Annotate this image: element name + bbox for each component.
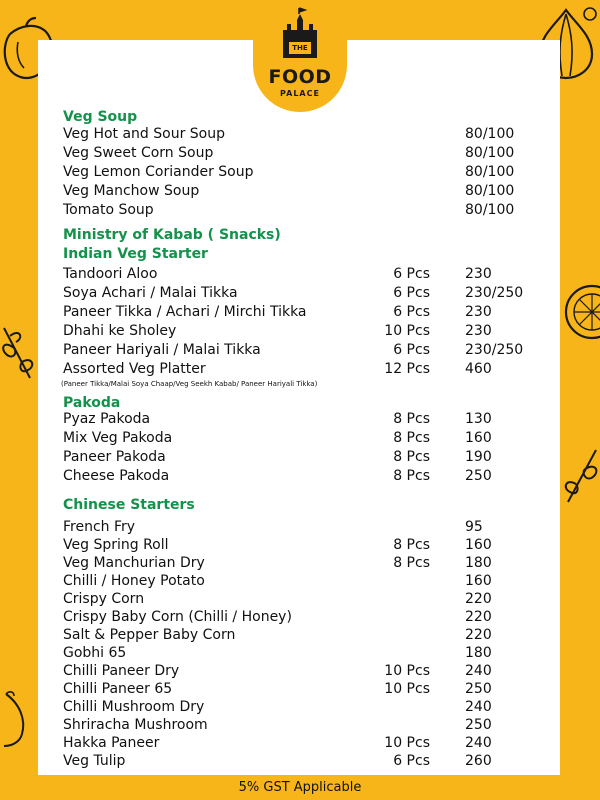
item-price: 240 bbox=[465, 699, 492, 715]
item-quantity: 6 Pcs bbox=[393, 342, 430, 358]
menu-item bbox=[0, 555, 600, 574]
item-quantity: 8 Pcs bbox=[393, 449, 430, 465]
item-price: 80/100 bbox=[465, 164, 515, 180]
item-name: Veg Manchow Soup bbox=[63, 183, 200, 199]
item-price: 95 bbox=[465, 519, 483, 535]
item-price: 160 bbox=[465, 573, 492, 589]
item-name: Paneer Pakoda bbox=[63, 449, 166, 465]
menu-item bbox=[0, 266, 600, 285]
menu-item bbox=[0, 126, 600, 145]
item-quantity: 10 Pcs bbox=[384, 663, 430, 679]
menu-item bbox=[0, 663, 600, 682]
item-name: Crispy Corn bbox=[63, 591, 145, 607]
item-name: Assorted Veg Platter bbox=[63, 361, 206, 377]
item-price: 230 bbox=[465, 266, 492, 282]
menu-item bbox=[0, 342, 600, 361]
menu-item bbox=[0, 164, 600, 183]
menu-item bbox=[0, 468, 600, 487]
item-name: Shriracha Mushroom bbox=[63, 717, 208, 733]
menu-item bbox=[0, 304, 600, 323]
item-name: Hakka Paneer bbox=[63, 735, 160, 751]
item-name: Veg Sweet Corn Soup bbox=[63, 145, 214, 161]
platter-contents-note: (Paneer Tikka/Malai Soya Chaap/Veg Seekh Kabab/ Paneer Hariyali Tikka) bbox=[61, 380, 318, 388]
item-price: 80/100 bbox=[465, 183, 515, 199]
item-name: Crispy Baby Corn (Chilli / Honey) bbox=[63, 609, 292, 625]
item-name: Veg Spring Roll bbox=[63, 537, 169, 553]
item-name: Soya Achari / Malai Tikka bbox=[63, 285, 238, 301]
item-name: Chilli Paneer 65 bbox=[63, 681, 173, 697]
menu-item bbox=[0, 323, 600, 342]
item-name: Salt & Pepper Baby Corn bbox=[63, 627, 236, 643]
item-price: 240 bbox=[465, 663, 492, 679]
item-price: 250 bbox=[465, 468, 492, 484]
item-quantity: 6 Pcs bbox=[393, 304, 430, 320]
menu-item bbox=[0, 717, 600, 736]
item-quantity: 10 Pcs bbox=[384, 735, 430, 751]
item-name: Gobhi 65 bbox=[63, 645, 127, 661]
item-price: 220 bbox=[465, 627, 492, 643]
item-name: Chilli / Honey Potato bbox=[63, 573, 205, 589]
item-quantity: 12 Pcs bbox=[384, 361, 430, 377]
item-quantity: 6 Pcs bbox=[393, 753, 430, 769]
item-price: 230/250 bbox=[465, 342, 524, 358]
item-name: Chilli Mushroom Dry bbox=[63, 699, 205, 715]
item-quantity: 6 Pcs bbox=[393, 285, 430, 301]
item-price: 260 bbox=[465, 753, 492, 769]
menu-item bbox=[0, 285, 600, 304]
menu-item bbox=[0, 361, 600, 380]
section-heading: Veg Soup bbox=[63, 109, 138, 125]
section-heading: Chinese Starters bbox=[63, 497, 195, 513]
item-quantity: 8 Pcs bbox=[393, 555, 430, 571]
item-name: Pyaz Pakoda bbox=[63, 411, 151, 427]
menu-item bbox=[0, 573, 600, 592]
item-name: Chilli Paneer Dry bbox=[63, 663, 180, 679]
item-price: 230 bbox=[465, 304, 492, 320]
item-price: 80/100 bbox=[465, 126, 515, 142]
item-price: 190 bbox=[465, 449, 492, 465]
item-price: 250 bbox=[465, 717, 492, 733]
menu-item bbox=[0, 735, 600, 754]
menu-item bbox=[0, 645, 600, 664]
item-name: French Fry bbox=[63, 519, 136, 535]
restaurant-logo bbox=[253, 0, 347, 112]
menu-item bbox=[0, 699, 600, 718]
item-name: Paneer Tikka / Achari / Mirchi Tikka bbox=[63, 304, 307, 320]
item-name: Tandoori Aloo bbox=[63, 266, 158, 282]
item-name: Veg Tulip bbox=[63, 753, 126, 769]
logo-food-text: FOOD bbox=[268, 66, 332, 88]
menu-item bbox=[0, 145, 600, 164]
item-name: Veg Lemon Coriander Soup bbox=[63, 164, 254, 180]
logo-the-text: THE bbox=[292, 44, 308, 52]
item-price: 80/100 bbox=[465, 202, 515, 218]
item-price: 160 bbox=[465, 430, 492, 446]
logo-palace-text: PALACE bbox=[280, 89, 320, 98]
item-name: Dhahi ke Sholey bbox=[63, 323, 177, 339]
item-price: 240 bbox=[465, 735, 492, 751]
item-price: 230 bbox=[465, 323, 492, 339]
item-price: 180 bbox=[465, 645, 492, 661]
item-price: 220 bbox=[465, 609, 492, 625]
menu-item bbox=[0, 411, 600, 430]
item-price: 230/250 bbox=[465, 285, 524, 301]
menu-item bbox=[0, 537, 600, 556]
menu-item bbox=[0, 202, 600, 221]
gst-note: 5% GST Applicable bbox=[238, 780, 362, 795]
item-name: Tomato Soup bbox=[63, 202, 154, 218]
item-price: 180 bbox=[465, 555, 492, 571]
menu-item bbox=[0, 449, 600, 468]
section-heading: Ministry of Kabab ( Snacks) bbox=[63, 227, 281, 243]
item-name: Cheese Pakoda bbox=[63, 468, 170, 484]
item-quantity: 8 Pcs bbox=[393, 468, 430, 484]
menu-item bbox=[0, 519, 600, 538]
item-price: 130 bbox=[465, 411, 492, 427]
item-price: 220 bbox=[465, 591, 492, 607]
item-price: 250 bbox=[465, 681, 492, 697]
menu-item bbox=[0, 627, 600, 646]
menu-item bbox=[0, 183, 600, 202]
item-quantity: 10 Pcs bbox=[384, 681, 430, 697]
item-quantity: 8 Pcs bbox=[393, 430, 430, 446]
menu-item bbox=[0, 681, 600, 700]
item-quantity: 8 Pcs bbox=[393, 411, 430, 427]
item-name: Veg Hot and Sour Soup bbox=[63, 126, 226, 142]
item-name: Mix Veg Pakoda bbox=[63, 430, 173, 446]
menu-item bbox=[0, 591, 600, 610]
item-price: 160 bbox=[465, 537, 492, 553]
item-price: 460 bbox=[465, 361, 492, 377]
menu-item bbox=[0, 430, 600, 449]
item-quantity: 8 Pcs bbox=[393, 537, 430, 553]
item-price: 80/100 bbox=[465, 145, 515, 161]
item-quantity: 10 Pcs bbox=[384, 323, 430, 339]
menu-item bbox=[0, 609, 600, 628]
section-heading: Pakoda bbox=[63, 395, 121, 411]
item-quantity: 6 Pcs bbox=[393, 266, 430, 282]
item-name: Veg Manchurian Dry bbox=[63, 555, 205, 571]
menu-item bbox=[0, 753, 600, 772]
item-name: Paneer Hariyali / Malai Tikka bbox=[63, 342, 261, 358]
section-heading: Indian Veg Starter bbox=[63, 246, 208, 262]
